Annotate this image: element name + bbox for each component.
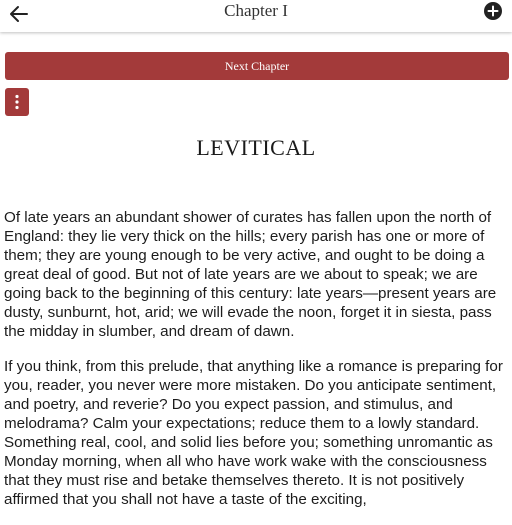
menu-button[interactable] bbox=[5, 88, 29, 116]
add-button[interactable] bbox=[483, 1, 503, 21]
next-chapter-label: Next Chapter bbox=[224, 58, 290, 73]
paragraph: Of late years an abundant shower of curates has fallen upon the north of England: they lie very thick on the hills; every parish has one or more of them; they are young enough to be very active, and ought to be doing a great deal of good. But not of late years are we about to speak; we are going back to the beginning of this century: late years—present years are dusty, sunburnt, hot, arid; we will evade the noon, forget it in siesta, pass the midday in slumber, and dream of dawn. bbox=[4, 209, 497, 340]
page-title: Chapter I bbox=[224, 1, 288, 20]
app-bar bbox=[0, 0, 512, 32]
next-chapter-button[interactable] bbox=[5, 52, 509, 80]
chapter-title: LEVITICAL bbox=[196, 135, 316, 160]
more-vertical-icon bbox=[14, 94, 20, 110]
chapter-body bbox=[4, 208, 508, 525]
plus-circle-icon bbox=[483, 1, 503, 21]
paragraph: If you think, from this prelude, that anything like a romance is preparing for you, reader, you never were more mistaken. Do you anticipate sentiment, and poetry, and reverie? Do you expect passion, and stimulus, and melodrama? Calm your expectations; reduce them to a lowly standard. Something real, cool, and solid lies before you; something unromantic as Monday morning, when all who have work wake with the consciousness that they must rise and betake themselves thereto. It is not positively affirmed that you shall not have a taste of the exciting, bbox=[4, 358, 503, 508]
